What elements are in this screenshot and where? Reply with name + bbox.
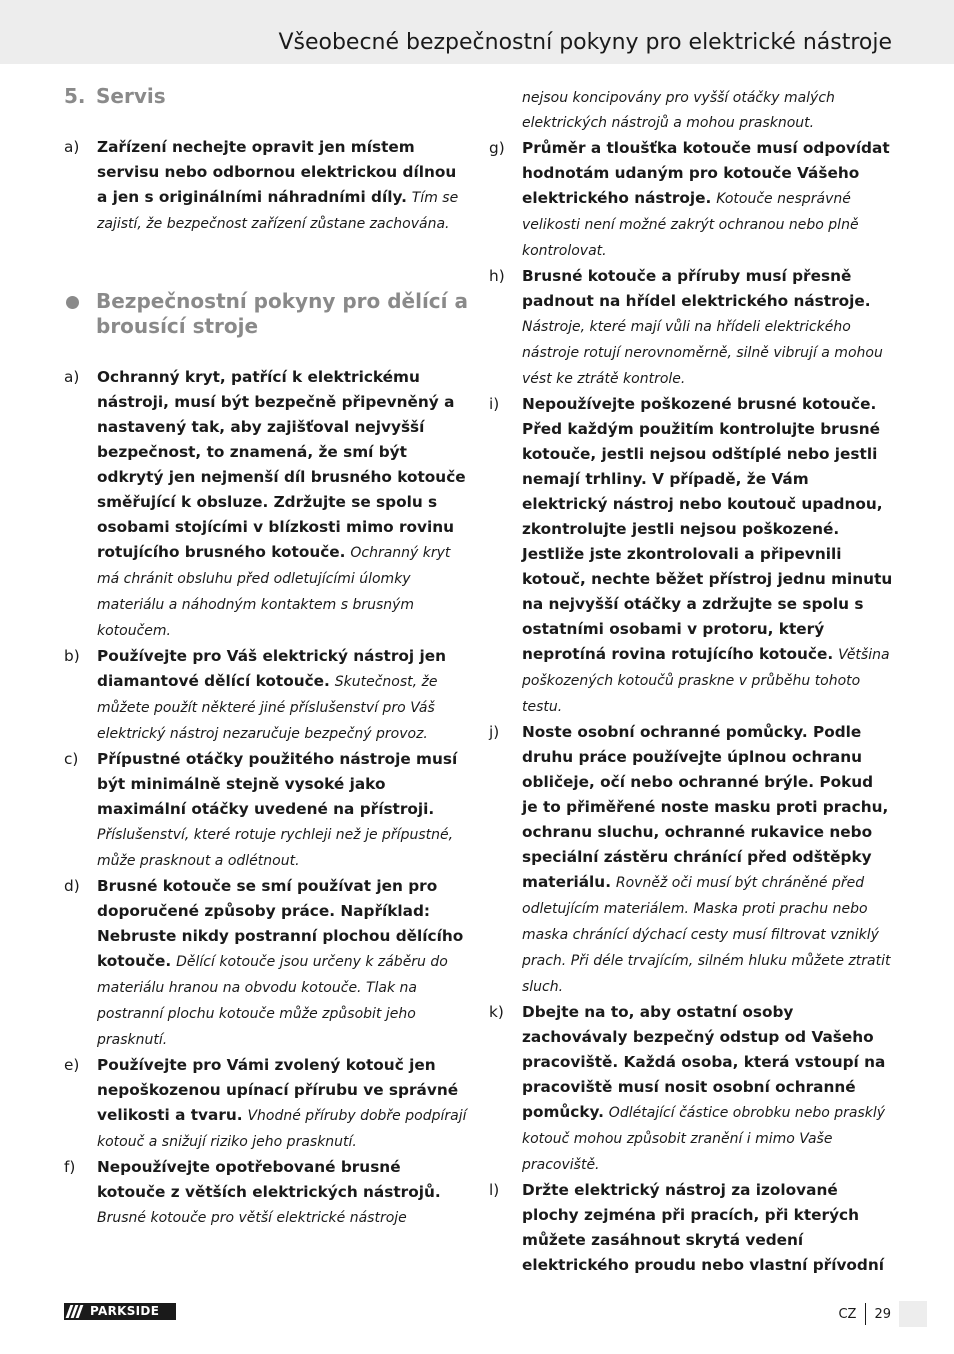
item-italic-text: Rovněž oči musí být chráněné před odletujícím materiálem. Maska proti prachu nebo maska chránící dýchací cesty musí filtrovat vzniklý prach. Při déle trvajícím, silném hluku můžete ztratit sluch. xyxy=(522,875,891,995)
servis-heading xyxy=(64,84,469,109)
item-label: f) xyxy=(64,1158,76,1176)
list-item xyxy=(64,644,469,747)
item-bold-text: Nepoužívejte poškozené brusné kotouče. Před každým použitím kontrolujte brusné kotouče, jestli nejsou odštíplé nebo jestli nemají trhliny. V případě, že Vám elektrický nástroj nebo koutouč upadnou, zkontrolujte jestli nejsou poškozené. Jestliže jste zkontrolovali a připevnili kotouč, nechte běžet přístroj jednu minutu na nejvyšší otáčky a zdržujte se spolu s ostatními osobami v protoru, který neprotíná rovina rotujícího kotouče. xyxy=(522,395,893,663)
item-italic-text: Kotouče nesprávné velikosti není možné zakrýt ochranou nebo plně kontrolovat. xyxy=(522,191,859,259)
stripes-icon xyxy=(64,1303,86,1320)
item-label: j) xyxy=(489,723,500,741)
list-item xyxy=(489,264,894,392)
item-bold-text: Používejte pro Váš elektrický nástroj jen diamantové dělící kotouče. xyxy=(97,647,447,690)
continued-text: nejsou koncipovány pro vyšší otáčky malých elektrických nástrojů a mohou prasknout. xyxy=(522,90,835,131)
page-tab xyxy=(899,1301,927,1327)
list-item xyxy=(489,1000,894,1178)
item-bold-text: Dbejte na to, aby ostatní osoby zachovávaly bezpečný odstup od Vašeho pracoviště. Každá osoba, která vstoupí na pracoviště musí nosit osobní ochranné pomůcky. xyxy=(522,1003,886,1121)
item-label: k) xyxy=(489,1003,504,1021)
left-column xyxy=(64,84,469,1231)
item-bold-text: Brusné kotouče a příruby musí přesně padnout na hřídel elektrického nástroje. xyxy=(522,267,871,310)
list-item xyxy=(64,747,469,874)
item-label: d) xyxy=(64,877,80,895)
item-label: g) xyxy=(489,139,505,157)
item-bold-text: Zařízení nechejte opravit jen místem servisu nebo odbornou elektrickou dílnou a jen s originálními náhradními díly. xyxy=(97,138,457,206)
section-heading xyxy=(64,289,469,339)
item-italic-text: Nástroje, které mají vůli na hřídeli elektrického nástroje rotují nerovnoměrně, silně vibrují a mohou vést ke ztrátě kontrole. xyxy=(522,319,883,387)
item-label: a) xyxy=(64,138,80,156)
item-italic-text: Příslušenství, které rotuje rychleji než je přípustné, může prasknout a odlétnout. xyxy=(97,827,454,869)
list-item xyxy=(489,136,894,264)
item-label: l) xyxy=(489,1181,500,1199)
item-italic-text: Dělící kotouče jsou určeny k záběru do materiálu hranou na obvodu kotouče. Tlak na postranní plochu kotouče může způsobit jeho prasknutí. xyxy=(97,954,448,1048)
list-item xyxy=(489,1178,894,1278)
item-label: a) xyxy=(64,368,80,386)
bullet-icon xyxy=(66,296,79,309)
item-label: e) xyxy=(64,1056,80,1074)
list-item xyxy=(489,720,894,1000)
item-bold-text: Držte elektrický nástroj za izolované plochy zejména při pracích, při kterých můžete zasáhnout skrytá vedení elektrického proudu nebo vlastní přívodní xyxy=(522,1181,885,1274)
language-code: CZ xyxy=(838,1306,857,1322)
item-bold-text: Ochranný kryt, patřící k elektrickému nástroji, musí být bezpečně připevněný a nastavený tak, aby zajišťoval nejvyšší bezpečnost, to znamená, že smí být odkrytý jen nejmenší díl brusného kotouče směřující k obsluze. Zdržujte se spolu s osobami stojícími v blízkosti mimo rovinu rotujícího brusného kotouče. xyxy=(97,368,466,561)
item-italic-text: Většina poškozených kotoučů praskne v průběhu tohoto testu. xyxy=(522,647,890,715)
list-item xyxy=(489,392,894,720)
list-item xyxy=(64,1155,469,1231)
item-italic-text: Skutečnost, že můžete použít některé jiné příslušenství pro Váš elektrický nástroj nezaručuje bezpečný provoz. xyxy=(97,674,438,742)
item-label: c) xyxy=(64,750,79,768)
servis-heading-number: 5. xyxy=(64,84,86,108)
list-item xyxy=(64,874,469,1053)
right-column xyxy=(489,86,894,1278)
item-italic-text: Vhodné příruby dobře podpírají kotouč a snižují riziko jeho prasknutí. xyxy=(97,1108,467,1150)
item-italic-text: Ochranný kryt má chránit obsluhu před odletujícími úlomky materiálu a náhodným kontaktem s brusným kotoučem. xyxy=(97,545,451,639)
item-label: b) xyxy=(64,647,80,665)
item-bold-text: Brusné kotouče se smí používat jen pro doporučené způsoby práce. Například: Nebruste nikdy postranní plochou dělícího kotouče. xyxy=(97,877,464,970)
right-item-list xyxy=(489,136,894,1278)
left-item-list xyxy=(64,365,469,1231)
list-item xyxy=(64,1053,469,1155)
item-bold-text: Používejte pro Vámi zvolený kotouč jen nepoškozenou upínací přírubu ve správné velikosti a tvaru. xyxy=(97,1056,459,1124)
item-italic-text: Odlétající částice obrobku nebo prasklý kotouč mohou způsobit zranění i mimo Vaše pracoviště. xyxy=(522,1105,886,1173)
list-item xyxy=(64,365,469,644)
item-italic-text: Tím se zajistí, že bezpečnost zařízení zůstane zachována. xyxy=(97,190,459,232)
item-bold-text: Přípustné otáčky použitého nástroje musí být minimálně stejně vysoké jako maximální otáčky uvedené na přístroji. xyxy=(97,750,458,818)
section-heading-text: Bezpečnostní pokyny pro dělící a brousící stroje xyxy=(96,289,468,338)
item-label: h) xyxy=(489,267,505,285)
page-number: 29 xyxy=(874,1306,891,1322)
item-bold-text: Průměr a tloušťka kotouče musí odpovídat hodnotám udaným pro kotouče Vášeho elektrického nástroje. xyxy=(522,139,890,207)
item-italic-text: Brusné kotouče pro větší elektrické nástroje xyxy=(97,1210,407,1226)
page-title: Všeobecné bezpečnostní pokyny pro elektrické nástroje xyxy=(278,30,892,55)
item-bold-text: Nepoužívejte opotřebované brusné kotouče z větších elektrických nástrojů. xyxy=(97,1158,441,1201)
page-footer xyxy=(838,1301,927,1327)
item-bold-text: Noste osobní ochranné pomůcky. Podle druhu práce používejte úplnou ochranu obličeje, očí nebo ochranné brýle. Pokud je to přiměřené noste masku proti prachu, ochranu sluchu, ochranné rukavice nebo speciální zástěru chránící před odštěpky materiálu. xyxy=(522,723,889,891)
brand-name: PARKSIDE xyxy=(90,1304,160,1318)
item-label: i) xyxy=(489,395,500,413)
page-header xyxy=(0,0,954,64)
parkside-logo xyxy=(64,1303,176,1320)
servis-heading-title: Servis xyxy=(96,84,166,108)
servis-item xyxy=(64,135,469,237)
